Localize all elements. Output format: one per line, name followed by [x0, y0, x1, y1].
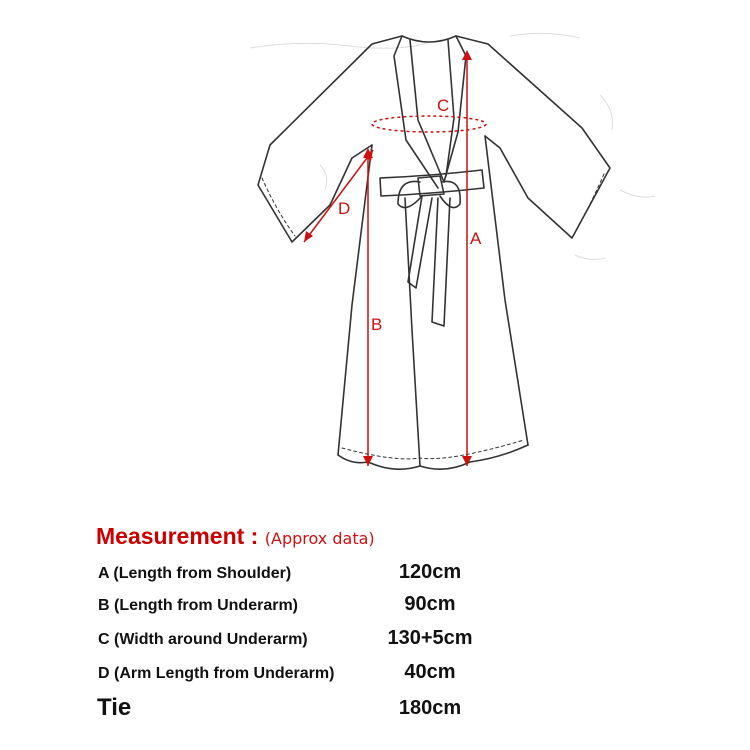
right-sleeve [456, 36, 610, 238]
measurement-row-d [0, 657, 750, 687]
measurement-title: Measurement : [96, 523, 259, 549]
belt [380, 170, 484, 196]
label-d: D [338, 199, 351, 218]
row-label: C (Width around Underarm) [98, 631, 308, 648]
left-sleeve [258, 36, 402, 242]
row-label: Tie [97, 694, 132, 721]
row-label: D (Arm Length from Underarm) [98, 665, 335, 682]
collar-left [394, 36, 438, 188]
body-left-side [338, 145, 372, 455]
measurement-row-c [0, 623, 750, 653]
front-opening [405, 198, 420, 466]
measure-c-ellipse [372, 116, 486, 132]
row-value: 180cm [398, 697, 462, 719]
robe-outline [258, 36, 610, 469]
measurement-heading [96, 523, 375, 550]
measurement-row-tie [0, 693, 750, 723]
measurement-row-a [0, 557, 750, 587]
tie-end-left [408, 196, 432, 288]
measure-d-line [304, 150, 373, 242]
row-value: 40cm [404, 661, 456, 683]
tie-end-right [432, 198, 450, 326]
measurement-note: (Approx data) [264, 529, 375, 548]
label-b: B [371, 315, 383, 334]
label-a: A [470, 229, 482, 248]
measurement-markers [304, 50, 486, 466]
measurement-table [0, 515, 750, 750]
row-label: A (Length from Shoulder) [98, 565, 292, 582]
label-c: C [437, 96, 450, 115]
row-value: 130+5cm [387, 627, 473, 649]
row-value: 120cm [398, 561, 462, 583]
row-value: 90cm [404, 593, 456, 615]
measurement-row-b [0, 589, 750, 619]
body-right-side [485, 136, 528, 445]
row-label: B (Length from Underarm) [98, 597, 298, 614]
